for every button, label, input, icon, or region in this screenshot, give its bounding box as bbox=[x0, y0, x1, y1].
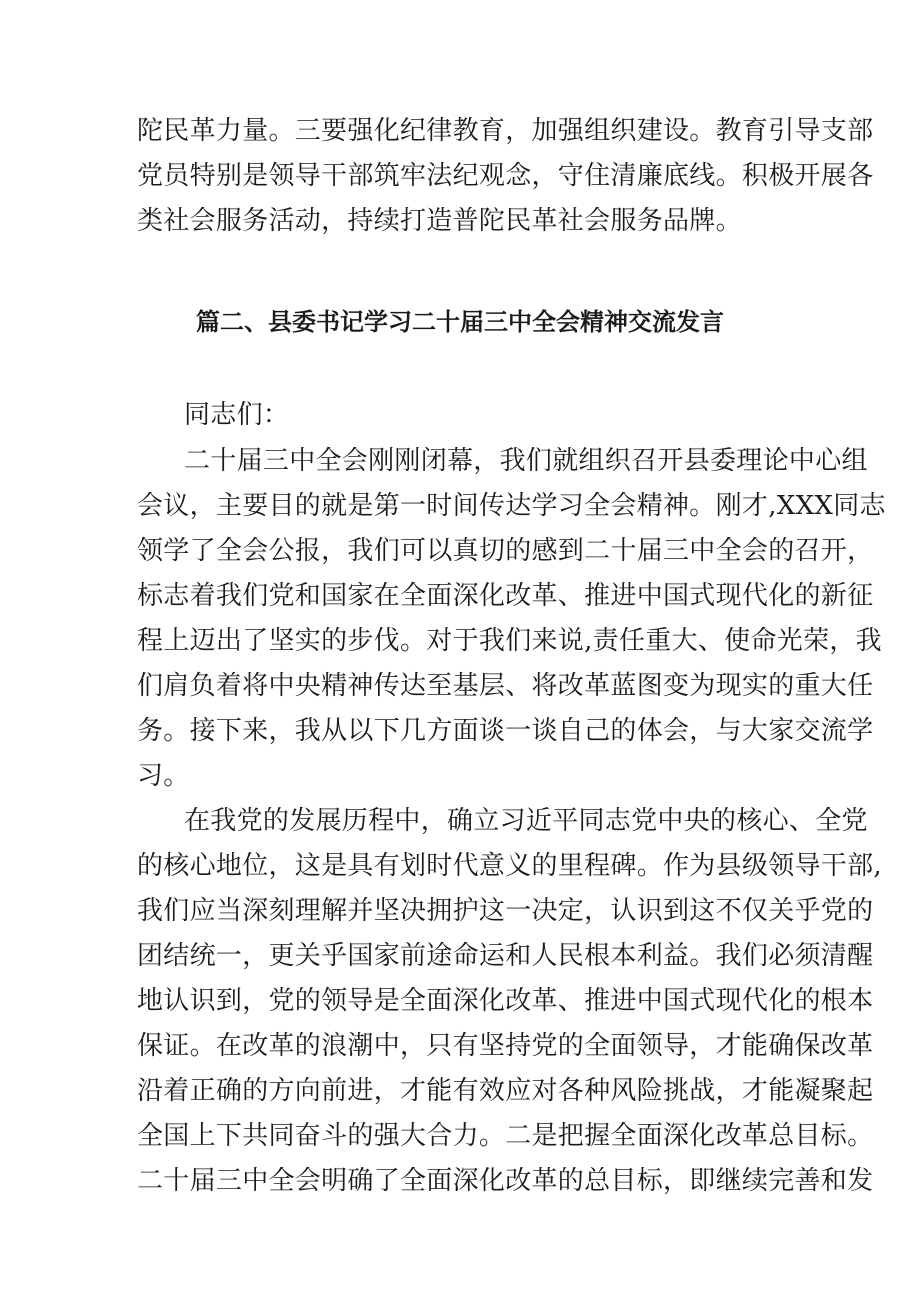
text-line: 领学了全会公报，我们可以真切的感到二十届三中全会的召开， bbox=[137, 536, 874, 566]
text-line: 地认识到，党的领导是全面深化改革、推进中国式现代化的根本 bbox=[137, 986, 874, 1016]
text-line: 二十届三中全会刚刚闭幕，我们就组织召开县委理论中心组 bbox=[184, 446, 868, 476]
text-line: 在我党的发展历程中，确立习近平同志党中央的核心、全党 bbox=[184, 806, 868, 836]
text-line: 我们应当深刻理解并坚决拥护这一决定，认识到这不仅关乎党的 bbox=[137, 896, 874, 926]
text-line: 会议，主要目的就是第一时间传达学习全会精神。刚才,XXX同志 bbox=[137, 491, 886, 521]
text-line: 的核心地位，这是具有划时代意义的里程碑。作为县级领导干部, bbox=[137, 851, 882, 881]
text-line: 保证。在改革的浪潮中，只有坚持党的全面领导，才能确保改革 bbox=[137, 1031, 874, 1061]
text-line: 类社会服务活动，持续打造普陀民革社会服务品牌。 bbox=[137, 206, 742, 236]
section-heading: 篇二、县委书记学习二十届三中全会精神交流发言 bbox=[196, 308, 724, 336]
text-line: 标志着我们党和国家在全面深化改革、推进中国式现代化的新征 bbox=[137, 581, 874, 611]
text-line: 党员特别是领导干部筑牢法纪观念，守住清廉底线。积极开展各 bbox=[137, 161, 874, 191]
text-line: 习。 bbox=[137, 761, 190, 791]
text-line: 陀民革力量。三要强化纪律教育，加强组织建设。教育引导支部 bbox=[137, 116, 874, 146]
text-line: 务。接下来，我从以下几方面谈一谈自己的体会，与大家交流学 bbox=[137, 716, 874, 746]
text-line: 沿着正确的方向前进，才能有效应对各种风险挑战，才能凝聚起 bbox=[137, 1076, 874, 1106]
text-line: 们肩负着将中央精神传达至基层、将改革蓝图变为现实的重大任 bbox=[137, 671, 874, 701]
text-line: 全国上下共同奋斗的强大合力。二是把握全面深化改革总目标。 bbox=[137, 1121, 874, 1151]
salutation: 同志们： bbox=[184, 400, 290, 430]
text-line: 团结统一，更关乎国家前途命运和人民根本利益。我们必须清醒 bbox=[137, 941, 874, 971]
text-line: 二十届三中全会明确了全面深化改革的总目标，即继续完善和发 bbox=[137, 1166, 874, 1196]
text-line: 程上迈出了坚实的步伐。对于我们来说,责任重大、使命光荣，我 bbox=[137, 626, 882, 656]
